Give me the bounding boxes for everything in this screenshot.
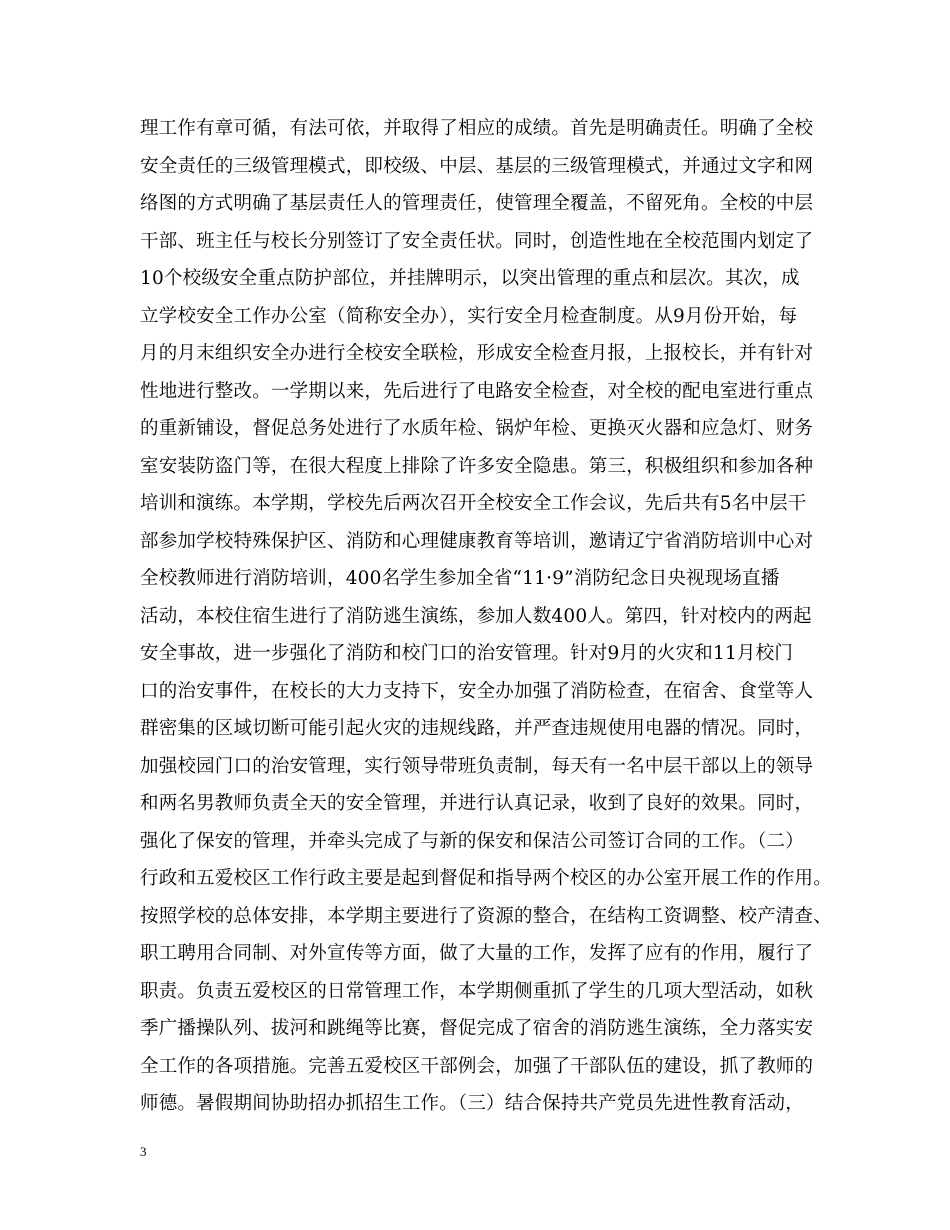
text-line: 培训和演练。本学期，学校先后两次召开全校安全工作会议，先后共有5名中层干: [140, 493, 807, 514]
text-line: 干部、班主任与校长分别签订了安全责任状。同时，创造性地在全校范围内划定了: [140, 230, 814, 252]
text-line: 性地进行整改。一学期以来，先后进行了电路安全检查，对全校的配电室进行重点: [140, 380, 814, 402]
text-line: 的重新铺设，督促总务处进行了水质年检、锅炉年检、更换灭火器和应急灯、财务: [140, 418, 814, 439]
page-number: 3: [140, 1144, 147, 1159]
text-line: 加强校园门口的治安管理，实行领导带班负责制，每天有一名中层干部以上的领导: [140, 755, 814, 777]
text-line: 职工聘用合同制、对外宣传等方面，做了大量的工作，发挥了应有的作用，履行了: [140, 943, 814, 964]
text-line: 10个校级安全重点防护部位，并挂牌明示，以突出管理的重点和层次。其次，成: [140, 268, 800, 289]
text-line: 全校教师进行消防培训，400名学生参加全省“11·9”消防纪念日央视现场直播: [140, 568, 780, 589]
text-line: 活动，本校住宿生进行了消防逃生演练，参加人数400人。第四，针对校内的两起: [140, 605, 812, 627]
text-line: 行政和五爱校区工作行政主要是起到督促和指导两个校区的办公室开展工作的作用。: [140, 868, 832, 889]
text-line: 理工作有章可循，有法可依，并取得了相应的成绩。首先是明确责任。明确了全校: [140, 118, 814, 139]
text-line: 口的治安事件，在校长的大力支持下，安全办加强了消防检查，在宿舍、食堂等人: [140, 680, 814, 702]
text-line: 部参加学校特殊保护区、消防和心理健康教育等培训，邀请辽宁省消防培训中心对: [140, 530, 814, 552]
text-line: 全工作的各项措施。完善五爱校区干部例会，加强了干部队伍的建设，抓了教师的: [140, 1055, 814, 1077]
text-line: 职责。负责五爱校区的日常管理工作，本学期侧重抓了学生的几项大型活动，如秋: [140, 980, 814, 1002]
text-line: 月的月末组织安全办进行全校安全联检，形成安全检查月报，上报校长，并有针对: [140, 343, 814, 364]
text-line: 群密集的区域切断可能引起火灾的违规线路，并严查违规使用电器的情况。同时，: [140, 718, 814, 739]
text-line: 强化了保安的管理，并牵头完成了与新的保安和保洁公司签订合同的工作。（二）: [140, 830, 804, 852]
text-line: 安全责任的三级管理模式，即校级、中层、基层的三级管理模式，并通过文字和网: [140, 155, 814, 177]
text-line: 按照学校的总体安排，本学期主要进行了资源的整合，在结构工资调整、校产清查、: [140, 905, 832, 927]
text-line: 立学校安全工作办公室（简称安全办），实行安全月检查制度。从9月份开始，每: [140, 305, 798, 327]
text-line: 络图的方式明确了基层责任人的管理责任，使管理全覆盖，不留死角。全校的中层: [140, 193, 814, 214]
body-text: [140, 110, 832, 1123]
text-line: 安全事故，进一步强化了消防和校门口的治安管理。针对9月的火灾和11月校门: [140, 643, 794, 664]
text-line: 季广播操队列、拔河和跳绳等比赛，督促完成了宿舍的消防逃生演练，全力落实安: [140, 1018, 814, 1039]
text-line: 室安装防盗门等，在很大程度上排除了许多安全隐患。第三，积极组织和参加各种: [140, 455, 814, 477]
text-line: 师德。暑假期间协助招办抓招生工作。（三）结合保持共产党员先进性教育活动，: [140, 1093, 804, 1114]
text-line: 和两名男教师负责全天的安全管理，并进行认真记录，收到了良好的效果。同时，: [140, 793, 814, 814]
